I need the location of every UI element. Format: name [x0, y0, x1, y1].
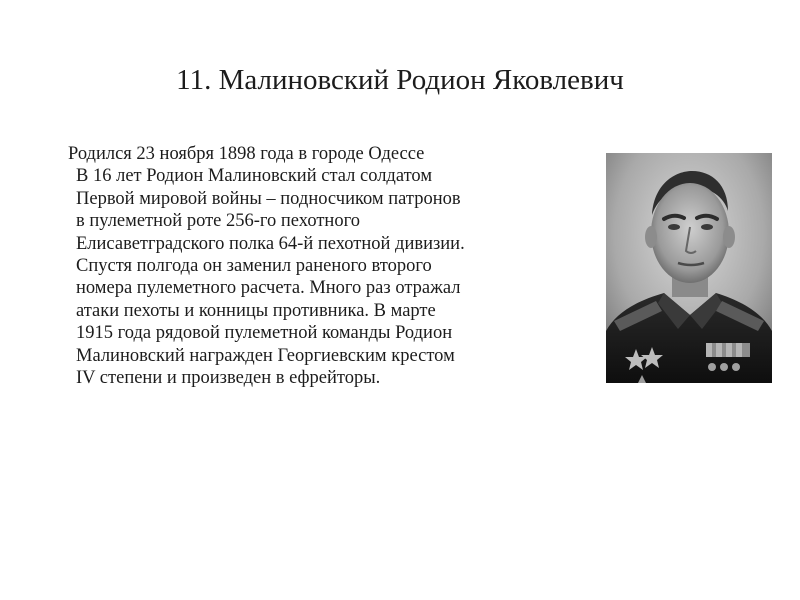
- text-line: Родился 23 ноября 1898 года в городе Одессе: [68, 144, 425, 164]
- text-line: в пулеметной роте 256-го пехотного: [76, 211, 360, 232]
- text-line: Спустя полгода он заменил раненого второго: [76, 256, 432, 277]
- text-line: В 16 лет Родион Малиновский стал солдатом: [76, 166, 433, 187]
- text-line: 1915 года рядовой пулеметной команды Родион: [76, 323, 453, 344]
- text-line: Елисаветградского полка 64-й пехотной дивизии.: [76, 233, 465, 254]
- text-line: атаки пехоты и конницы противника. В марте: [76, 300, 436, 321]
- portrait-photo: [606, 153, 772, 383]
- text-line: Малиновский награжден Георгиевским крестом: [76, 345, 455, 366]
- biography-text: [62, 143, 562, 389]
- text-line: IV степени и произведен в ефрейторы.: [76, 368, 381, 389]
- slide-title: 11. Малиновский Родион Яковлевич: [176, 64, 624, 96]
- portrait-photo-icon: [606, 153, 772, 383]
- text-line: Первой мировой войны – подносчиком патронов: [76, 188, 461, 209]
- text-line: номера пулеметного расчета. Много раз отражал: [76, 278, 461, 299]
